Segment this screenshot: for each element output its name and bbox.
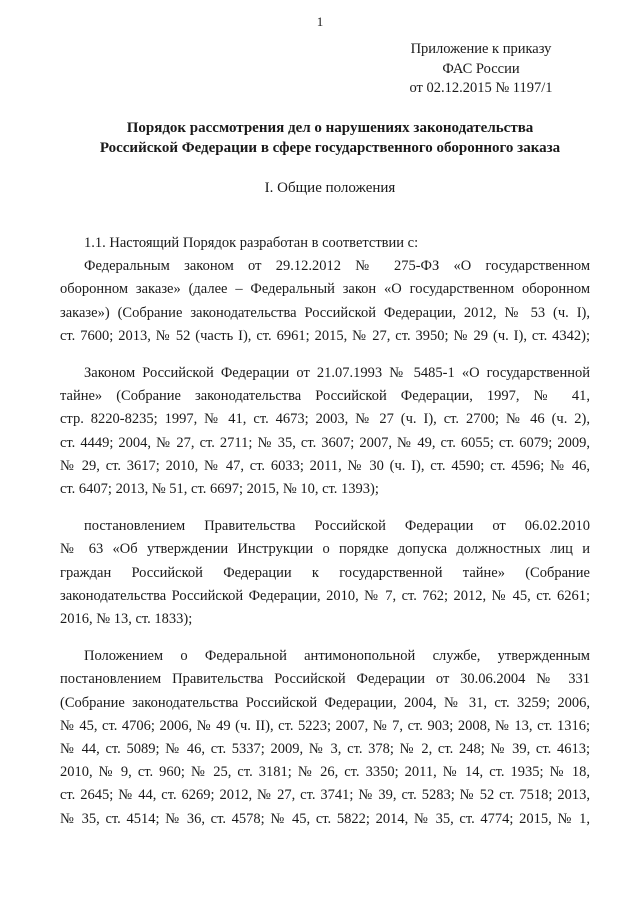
text-line: 2010, № 9, ст. 960; № 25, ст. 3181; № 26, ст. 3350; 2011, № 14, ст. 1935; № 18, [60,764,590,781]
text-line: Положением о Федеральной антимонопольной службе, утвержденным [84,648,590,665]
text-line: оборонном заказе» (далее – Федеральный закон «О государственном оборонном [60,281,590,298]
approval-block [380,40,582,99]
text-line: постановлением Правительства Российской Федерации от 30.06.2004 № 331 [60,671,590,688]
text-line: № 44, ст. 5089; № 46, ст. 5337; 2009, № 3, ст. 378; № 2, ст. 248; № 39, ст. 4613; [60,741,590,758]
title-line: Российской Федерации в сфере государственного оборонного заказа [99,140,561,156]
text-line: ст. 2645; № 44, ст. 6269; 2012, № 27, ст. 3741; № 39, ст. 5283; № 52 ст. 7518; 2013, [60,787,590,804]
text-line: 2016, № 13, ст. 1833); [60,611,193,628]
text-line: граждан Российской Федерации к государственной тайне» (Собрание [60,564,590,581]
text-line: 1.1. Настоящий Порядок разработан в соответствии с: [84,235,419,251]
text-line: № 29, ст. 3617; 2010, № 47, ст. 6033; 2011, № 30 (ч. I), ст. 4590; ст. 4596; № 46, [60,457,590,474]
text-line: (Собрание законодательства Российской Федерации, 2004, № 31, ст. 3259; 2006, [60,694,590,711]
text-line: постановлением Правительства Российской Федерации от 06.02.2010 [84,518,590,535]
text-line: ст. 6407; 2013, № 51, ст. 6697; 2015, № 10, ст. 1393); [60,481,379,498]
document-body [60,232,590,831]
text-line: № 35, ст. 4514; № 36, ст. 4578; № 45, ст. 5822; 2014, № 35, ст. 4774; 2015, № 1, [60,810,590,827]
text-line: стр. 8220-8235; 1997, № 41, ст. 4673; 2003, № 27 (ч. I), ст. 2700; № 46 (ч. 2), [60,411,590,428]
text-line: ст. 7600; 2013, № 52 (часть I), ст. 6961; 2015, № 27, ст. 3950; № 29 (ч. I), ст. 4342); [60,327,590,344]
page-number: 1 [316,14,324,29]
text-line: № 63 «Об утверждении Инструкции о порядке допуска должностных лиц и [60,541,590,558]
approval-line: Приложение к приказу [410,41,552,57]
text-line: Законом Российской Федерации от 21.07.1993 № 5485-1 «О государственной [84,365,590,382]
title-line: Порядок рассмотрения дел о нарушениях законодательства [126,120,534,136]
text-line: ст. 4449; 2004, № 27, ст. 2711; № 35, ст. 3607; 2007, № 49, ст. 6055; ст. 6079; 2009, [60,434,590,451]
approval-line: от 02.12.2015 № 1197/1 [409,80,553,96]
text-line: № 45, ст. 4706; 2006, № 49 (ч. II), ст. 5223; 2007, № 7, ст. 903; 2008, № 13, ст. 1316; [60,717,590,734]
section-heading: I. Общие положения [264,180,396,196]
approval-line: ФАС России [442,60,520,77]
text-line: законодательства Российской Федерации, 2010, № 7, ст. 762; 2012, № 45, ст. 6261; [60,587,590,604]
document-title [60,118,600,158]
text-line: Федеральным законом от 29.12.2012 № 275-ФЗ «О государственном [84,258,590,275]
text-line: тайне» (Собрание законодательства Российской Федерации, 1997, № 41, [60,388,590,405]
text-line: заказе») (Собрание законодательства Российской Федерации, 2012, № 53 (ч. I), [60,304,590,321]
